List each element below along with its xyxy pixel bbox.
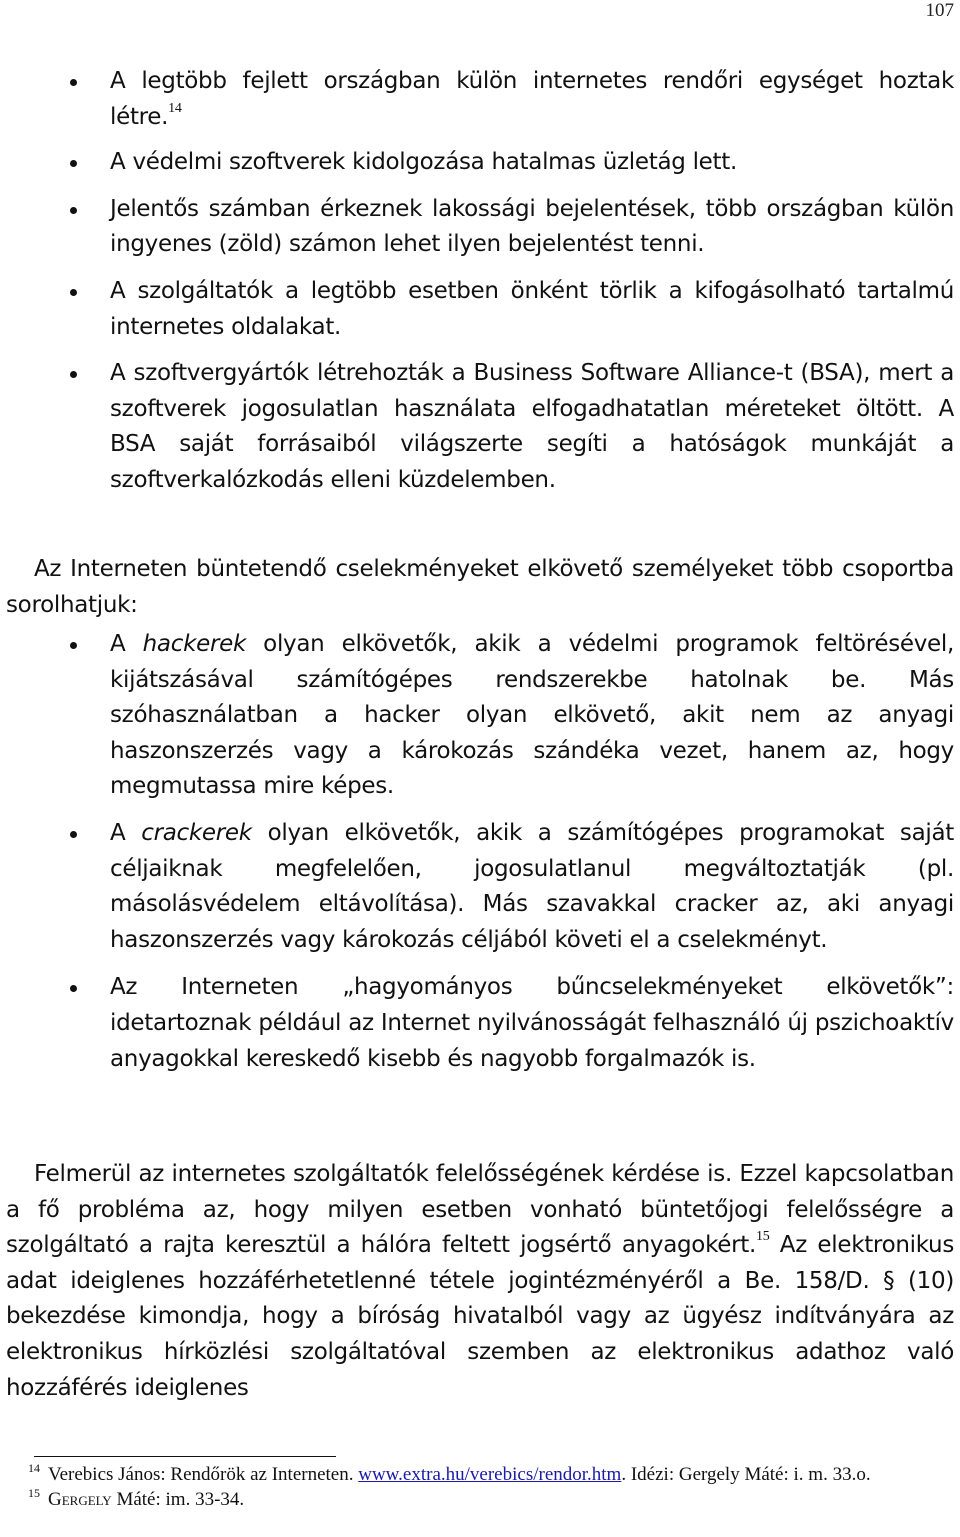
list-item-text: Az Interneten „hagyományos bűncselekményeket elkövetők”: idetartoznak például az Internet nyilvánosságát felhasználó új pszichoaktív anyagokkal kereskedő kisebb és nagyobb forgalmazók is.	[110, 974, 954, 1072]
list-item	[0, 192, 960, 263]
footnote-text: Máté: im. 33-34.	[111, 1489, 245, 1510]
footnote-number: 15	[28, 1486, 40, 1500]
footnote-ref[interactable]: 14	[168, 100, 182, 116]
list-item	[0, 64, 960, 135]
list-item-text: Jelentős számban érkeznek lakossági bejelentések, több országban külön ingyenes (zöld) számon lehet ilyen bejelentést tenni.	[110, 195, 954, 258]
footnotes	[6, 1462, 954, 1512]
footnote-divider	[34, 1456, 336, 1457]
list-item-text: A	[110, 819, 142, 846]
footnote-14	[6, 1462, 954, 1487]
list-item-text: olyan elkövetők, akik a védelmi programok feltörésével, kijátszásával számítógépes rendszerekbe hatolnak be. Más szóhasználatban a hacker olyan elkövető, akit nem az anyagi haszonszerzés vagy a károkozás szándéka vezet, hanem az, hogy megmutassa mire képes.	[110, 631, 954, 800]
term-hackerek: hackerek	[142, 631, 246, 657]
footnote-author: Gergely	[48, 1489, 112, 1510]
list-item	[0, 274, 960, 345]
list-item	[0, 356, 960, 498]
term-crackerek: crackerek	[141, 819, 252, 846]
list-item	[0, 816, 960, 958]
footnote-ref[interactable]: 15	[756, 1229, 770, 1245]
footnote-text: . Idézi: Gergely Máté: i. m. 33.o.	[621, 1464, 871, 1485]
list-item-text: A legtöbb fejlett országban külön internetes rendőri egységet hoztak létre.	[110, 68, 954, 130]
closing-text-part1: Felmerül az internetes szolgáltatók felelősségének kérdése is. Ezzel kapcsolatban a fő probléma az, hogy milyen esetben vonható büntetőjogi felelősségre a szolgáltató a rajta keresztül a hálóra feltett jogsértő anyagokért.	[6, 1161, 954, 1259]
closing-text-part2: Az elektronikus adat ideiglenes hozzáférhetetlenné tétele jogintézményéről a Be. 158/D. § (10) bekezdése kimondja, hogy a bíróság hivatalból vagy az ügyész indítványára az elektronikus hírközlési szolgáltatóval szemben az elektronikus adathoz való hozzáférés ideiglenes	[6, 1232, 954, 1401]
list-item	[0, 970, 960, 1077]
list-item-text: A védelmi szoftverek kidolgozása hatalmas üzletág lett.	[110, 149, 737, 176]
footnote-15	[6, 1487, 954, 1512]
page-number: 107	[925, 0, 954, 21]
intro-text: Az Interneten büntetendő cselekményeket elkövető személyeket több csoportba sorolhatjuk:	[6, 556, 954, 618]
list-item-text: A	[110, 631, 143, 657]
bullet-list-top	[0, 64, 960, 499]
footnote-number: 14	[28, 1461, 40, 1475]
list-item-text: A szoftvergyártók létrehozták a Business Software Alliance-t (BSA), mert a szoftverek jogosulatlan használata elfogadhatatlan méreteket öltött. A BSA saját forrásaiból világszerte segíti a hatóságok munkáját a szoftverkalózkodás elleni küzdelemben.	[110, 360, 954, 493]
list-item	[0, 627, 960, 805]
closing-paragraph	[0, 1157, 960, 1406]
intro-paragraph	[0, 552, 960, 623]
bullet-list-groups	[0, 627, 960, 1077]
list-item-text: olyan elkövetők, akik a számítógépes programokat saját céljaiknak megfelelően, jogosulatlanul megváltoztatják (pl. másolásvédelem eltávolítása). Más szavakkal cracker az, aki anyagi haszonszerzés vagy károkozás céljából követi el a cselekményt.	[110, 819, 954, 953]
footnote-link[interactable]: www.extra.hu/verebics/rendor.htm	[358, 1464, 622, 1485]
list-item-text: A szolgáltatók a legtöbb esetben önként törlik a kifogásolható tartalmú internetes oldalakat.	[110, 277, 954, 340]
list-item	[0, 145, 960, 181]
footnote-text: Verebics János: Rendőrök az Interneten.	[48, 1464, 359, 1485]
